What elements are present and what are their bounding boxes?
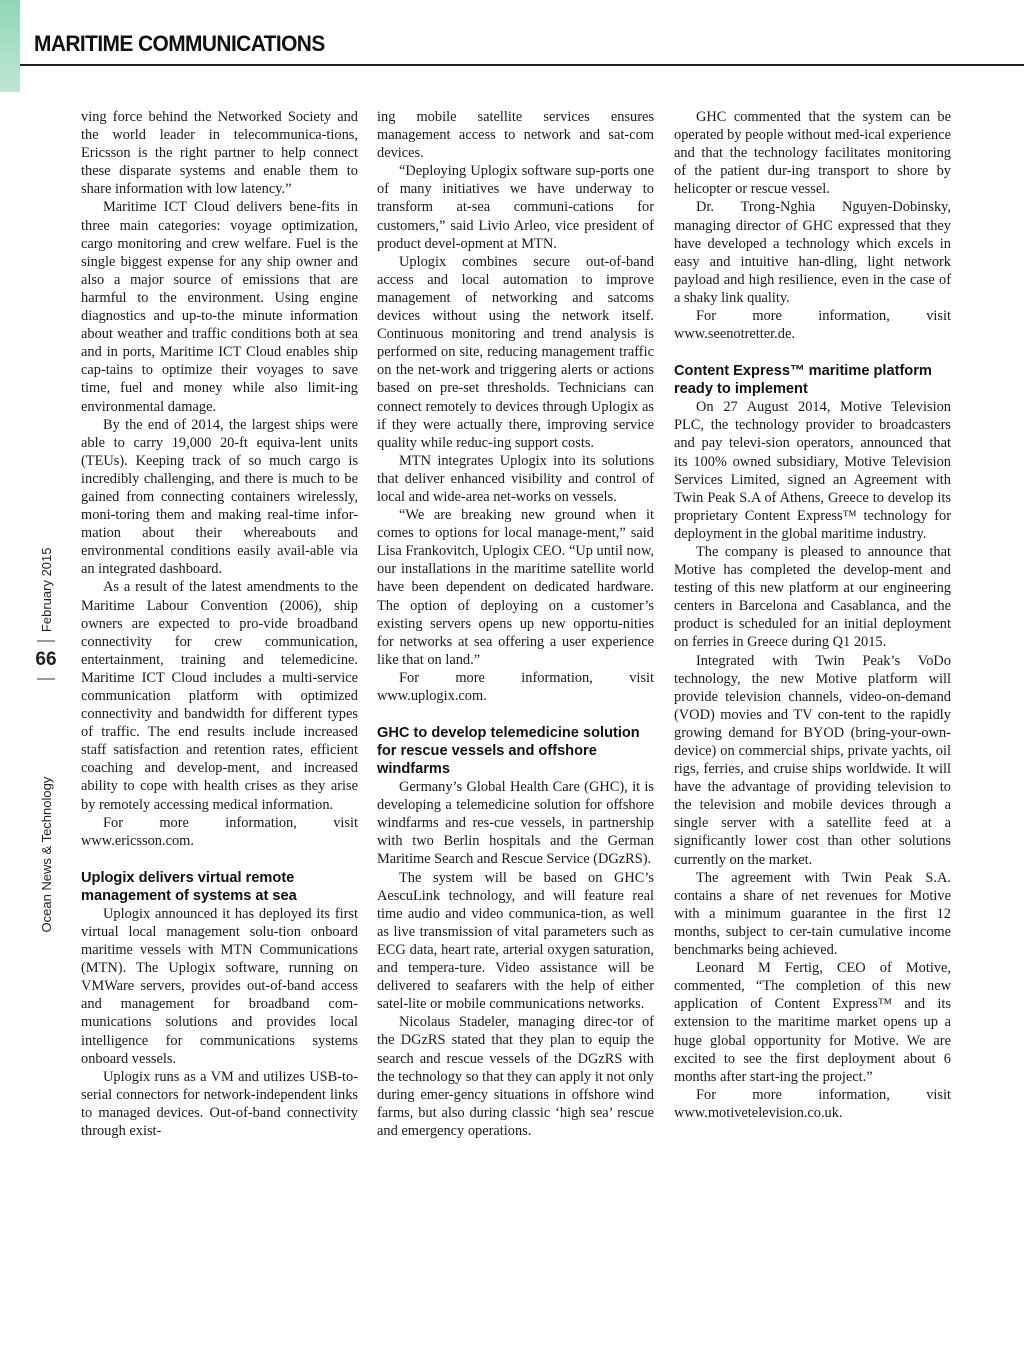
body-paragraph: Nicolaus Stadeler, managing direc-tor of the DGzRS stated that they plan to equip the search and rescue vessels of the DGzRS with the technology so that they can apply it not only during emer-gency situations in offshore wind farms, but also during classic ‘high sea’ rescue and emergency operations. (377, 1014, 654, 1139)
body-paragraph: The company is pleased to announce that Motive has completed the develop-ment and testing of this new platform at our engineering centers in Barcelona and Casablanca, and the product is scheduled for an initial deployment on ferries in Greece during Q1 2015. (674, 543, 951, 651)
article-headline: Content Express™ maritime platform ready to implement (674, 363, 932, 398)
body-paragraph: “Deploying Uplogix software sup-ports one of many initiatives we have underway to transform at-sea communi-cations for customers,” said Livio Arleo, vice president of product devel-opment at MTN. (377, 163, 654, 252)
body-paragraph: The agreement with Twin Peak S.A. contains a share of net revenues for Motive with a minimum guarantee in the first 12 months, subject to cer-tain cumulative income benchmarks being achieved. (674, 869, 951, 959)
sidebar-rotated-text (34, 548, 58, 933)
body-paragraph: For more information, visit www.ericsson.com. (81, 814, 358, 849)
issue-date: February 2015 (38, 547, 54, 633)
body-paragraph: For more information, visit www.seenotretter.de. (674, 308, 951, 343)
body-paragraph: ving force behind the Networked Society and the world leader in telecommunica-tions, Ericsson is the right partner to help connect these disparate systems and enable them to share information with low latency.” (81, 109, 358, 198)
body-paragraph: Uplogix announced it has deployed its first virtual local management solu-tion onboard maritime vessels with MTN Communications (MTN). The Uplogix software, running on VMWare servers, provides out-of-band access and management for broadband com-munications solutions and provides local intelligence for communications systems onboard vessels. (81, 905, 358, 1067)
body-paragraph: Maritime ICT Cloud delivers bene-fits in three main categories: voyage optimization, cargo monitoring and crew welfare. Fuel is the single biggest expense for any ship owner and also a major source of emissions that are harmful to the environment. Using engine diagnostics and up-to-the minute information about weather and traffic conditions both at sea and in ports, Maritime ICT Cloud enables ship cap-tains to optimize their voyages to save time, fuel and money while also limit-ing environmental damage. (81, 199, 358, 415)
article-column-2 (377, 108, 654, 1140)
body-paragraph: Uplogix combines secure out-of-band access and local automation to improve management of networking and satcoms devices without using the network itself. Continuous monitoring and trend analysis is performed on site, reducing management traffic on the net-work and triggering alerts or actions based on pre-set thresholds. Technicians can connect remotely to devices through Uplogix as if they were actually there, improving service quality while reduc-ing support costs. (377, 253, 654, 451)
body-paragraph: For more information, visit www.motivetelevision.co.uk. (674, 1086, 951, 1121)
article-column-3 (674, 108, 951, 1122)
page-number: 66 (35, 648, 57, 670)
article-column-1 (81, 108, 358, 1140)
publication-name: Ocean News & Technology (38, 776, 54, 933)
body-paragraph: For more information, visit www.uplogix.com. (377, 669, 654, 704)
article-headline: Uplogix delivers virtual remote management of systems at sea (81, 869, 297, 904)
body-paragraph: On 27 August 2014, Motive Television PLC, the technology provider to broadcasters and pay televi-sion operators, announced that its 100% owned subsidiary, Motive Television Services Limited, signed an Agreement with Twin Peak S.A of Athens, Greece to develop its proprietary Content Express™ technology for deployment in the global maritime industry. (674, 399, 951, 542)
article-headline: GHC to develop telemedicine solution for rescue vessels and offshore windfarms (377, 725, 640, 778)
body-paragraph: GHC commented that the system can be operated by people without med-ical experience and that the technology facilitates monitoring of the patient dur-ing transport to shore by helicopter or rescue vessel. (674, 109, 951, 198)
header-rule (20, 64, 1024, 66)
body-paragraph: Uplogix runs as a VM and utilizes USB-to-serial connectors for network-independent links to managed devices. Out-of-band connectivity through exist- (81, 1068, 358, 1139)
body-paragraph: MTN integrates Uplogix into its solutions that deliver enhanced visibility and control of local and wide-area net-works on vessels. (377, 452, 654, 505)
body-paragraph: ing mobile satellite services ensures management access to network and sat-com devices. (377, 109, 654, 162)
folio-divider (37, 640, 55, 641)
body-paragraph: “We are breaking new ground when it comes to options for local manage-ment,” said Lisa Frankovitch, Uplogix CEO. “Up until now, our installations in the maritime satellite world have been dependent on dedicated hardware. The option of deploying on a customer’s existing servers opens up new opportu-nities for networks at sea offering a user experience like that on land.” (377, 507, 654, 668)
section-color-tab (0, 0, 20, 92)
body-paragraph: Dr. Trong-Nghia Nguyen-Dobinsky, managing director of GHC expressed that they have developed a technology which excels in easy and intuitive han-dling, light network payload and high resilience, even in the case of a shaky link quality. (674, 199, 951, 306)
section-title: MARITIME COMMUNICATIONS (34, 31, 325, 56)
folio-divider (37, 678, 55, 679)
sidebar-folio (18, 548, 74, 933)
body-paragraph: Leonard M Fertig, CEO of Motive, commented, “The completion of this new application of Content Express™ and its extension to the maritime market opens up a huge global opportunity for Motive. We are excited to see the first deployment about 6 months after start-ing the project.” (674, 960, 951, 1085)
body-paragraph: Integrated with Twin Peak’s VoDo technology, the new Motive platform will provide television channels, video-on-demand (VOD) movies and TV con-tent to the rapidly growing demand for BYOD (bring-your-own-device) on commercial ships, private yachts, oil rigs, ferries, and cruise ships worldwide. It will have the advantage of providing television to the television and mobile devices through a single server with a satellite feed at a significantly lower cost than other solutions currently on the market. (674, 652, 951, 868)
body-paragraph: Germany’s Global Health Care (GHC), it is developing a telemedicine solution for offshore windfarms and res-cue vessels, in partnership with two Berlin hospitals and the German Maritime Search and Rescue Service (DGzRS). (377, 779, 654, 868)
body-paragraph: By the end of 2014, the largest ships were able to carry 19,000 20-ft equiva-lent units (TEUs). Keeping track of so much cargo is incredibly challenging, and there is much to be gained from connecting containers wirelessly, moni-toring them and making real-time infor-mation about their whereabouts and environmental conditions easily avail-able via an integrated dashboard. (81, 416, 358, 578)
body-paragraph: As a result of the latest amendments to the Maritime Labour Convention (2006), ship owners are expected to pro-vide broadband connectivity for crew communication, entertainment, training and telemedicine. Maritime ICT Cloud includes a multi-service communication platform with optimized connectivity and bandwidth for different types of traffic. The end results include increased staff satisfaction and retention rates, efficient coaching and develop-ment, and increased ability to cope with health crises as they arise by remotely accessing medical information. (81, 579, 358, 813)
body-paragraph: The system will be based on GHC’s AescuLink technology, and will feature real time audio and video communica-tion, as well as live transmission of vital parameters such as ECG data, heart rate, arterial oxygen saturation, and tempera-ture. Video assistance will be delivered to seafarers with the help of either satel-lite or mobile communications networks. (377, 869, 654, 1013)
